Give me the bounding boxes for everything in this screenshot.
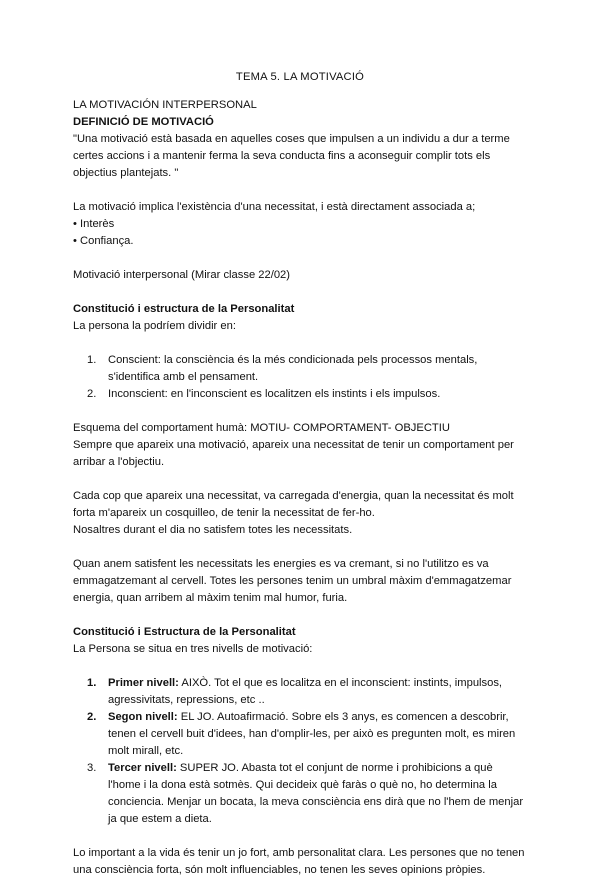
list-line: l'home i la dona està sotmès. Qui decideix què faràs o què no, ho determina la <box>108 779 497 791</box>
list-line <box>108 675 533 692</box>
paragraph-line: forta m'apareix un cosquilleo, de tenir la necessitat de fer-ho. <box>73 507 375 519</box>
list-line: s'identifica amb el pensament. <box>108 371 259 383</box>
list-number: 2. <box>87 388 97 400</box>
paragraph: La motivació implica l'existència d'una necessitat, i està directament associada a; <box>73 201 476 213</box>
list-item <box>73 675 533 709</box>
list-number: 1. <box>87 677 97 689</box>
list-line <box>108 709 533 726</box>
list-number: 2. <box>87 711 97 723</box>
paragraph: Esquema del comportament humà: MOTIU- COMPORTAMENT- OBJECTIU <box>73 422 450 434</box>
list-line: agressivitats, repressions, etc .. <box>108 694 265 706</box>
list-item <box>73 709 533 760</box>
section-subheading: DEFINICIÓ DE MOTIVACIÓ <box>73 116 214 128</box>
list-item <box>73 760 533 828</box>
numbered-list <box>73 352 533 403</box>
list-line: tenen el cervell buit d'idees, han d'omplir-les, per això es pregunten molt, es miren <box>108 728 516 740</box>
level-text: SUPER JO. Abasta tot el conjunt de norme i prohibicions a què <box>176 762 493 774</box>
numbered-list <box>73 675 533 828</box>
quote-line: certes accions i a mantenir ferma la seva conducta fins a aconseguir complir tots els <box>73 150 491 162</box>
level-label: Tercer nivell: <box>108 762 177 774</box>
quote-line: objectius plantejats. " <box>73 167 179 179</box>
list-item <box>73 352 533 386</box>
list-line <box>108 760 533 777</box>
paragraph: La Persona se situa en tres nivells de motivació: <box>73 643 313 655</box>
paragraph-line: emmagatzemant al cervell. Totes les persones tenim un umbral màxim d'emmagatzemar <box>73 575 512 587</box>
bullet-item: • Interès <box>73 218 115 230</box>
list-line: Inconscient: en l'inconscient es localitzen els instints i els impulsos. <box>108 388 441 400</box>
section-heading: LA MOTIVACIÓN INTERPERSONAL <box>73 99 257 111</box>
note: Motivació interpersonal (Mirar classe 22/02) <box>73 269 290 281</box>
document-body <box>73 97 533 879</box>
paragraph: La persona la podríem dividir en: <box>73 320 236 332</box>
paragraph-line: Quan anem satisfent les necessitats les energies es va cremant, si no l'utilitzo es va <box>73 558 489 570</box>
section-heading: Constitució i Estructura de la Personalitat <box>73 626 296 638</box>
quote-line: "Una motivació està basada en aquelles coses que impulsen a un individu a dur a terme <box>73 133 510 145</box>
paragraph-line: energia, quan arribem al màxim tenim mal humor, furia. <box>73 592 348 604</box>
list-line: Conscient: la consciència és la més condicionada pels processos mentals, <box>108 354 478 366</box>
list-item <box>73 386 533 403</box>
list-line: molt mirall, etc. <box>108 745 184 757</box>
list-number: 3. <box>87 762 97 774</box>
paragraph-line: arribar a l'objectiu. <box>73 456 165 468</box>
list-line: ja que estem a dieta. <box>108 813 212 825</box>
level-text: AIXÒ. Tot el que es localitza en el inconscient: instints, impulsos, <box>178 677 503 689</box>
list-line: conciencia. Menjar un bocata, la meva consciència ens dirà que no l'hem de menjar <box>108 796 524 808</box>
paragraph-line: Sempre que apareix una motivació, apareix una necessitat de tenir un comportament per <box>73 439 514 451</box>
bullet-item: • Confiança. <box>73 235 134 247</box>
level-text: EL JO. Autoafirmació. Sobre els 3 anys, es comencen a descobrir, <box>177 711 509 723</box>
document-title: TEMA 5. LA MOTIVACIÓ <box>235 71 365 83</box>
paragraph-line: Cada cop que apareix una necessitat, va carregada d'energia, quan la necessitat és molt <box>73 490 514 502</box>
section-heading: Constitució i estructura de la Personalitat <box>73 303 295 315</box>
list-number: 1. <box>87 354 97 366</box>
level-label: Segon nivell: <box>108 711 178 723</box>
paragraph-line: Lo important a la vida és tenir un jo fort, amb personalitat clara. Les persones que no tenen <box>73 847 525 859</box>
paragraph-line: una consciència forta, són molt influenciables, no tenen les seves opinions pròpies. <box>73 864 486 876</box>
paragraph-line: Nosaltres durant el dia no satisfem totes les necessitats. <box>73 524 353 536</box>
level-label: Primer nivell: <box>108 677 179 689</box>
